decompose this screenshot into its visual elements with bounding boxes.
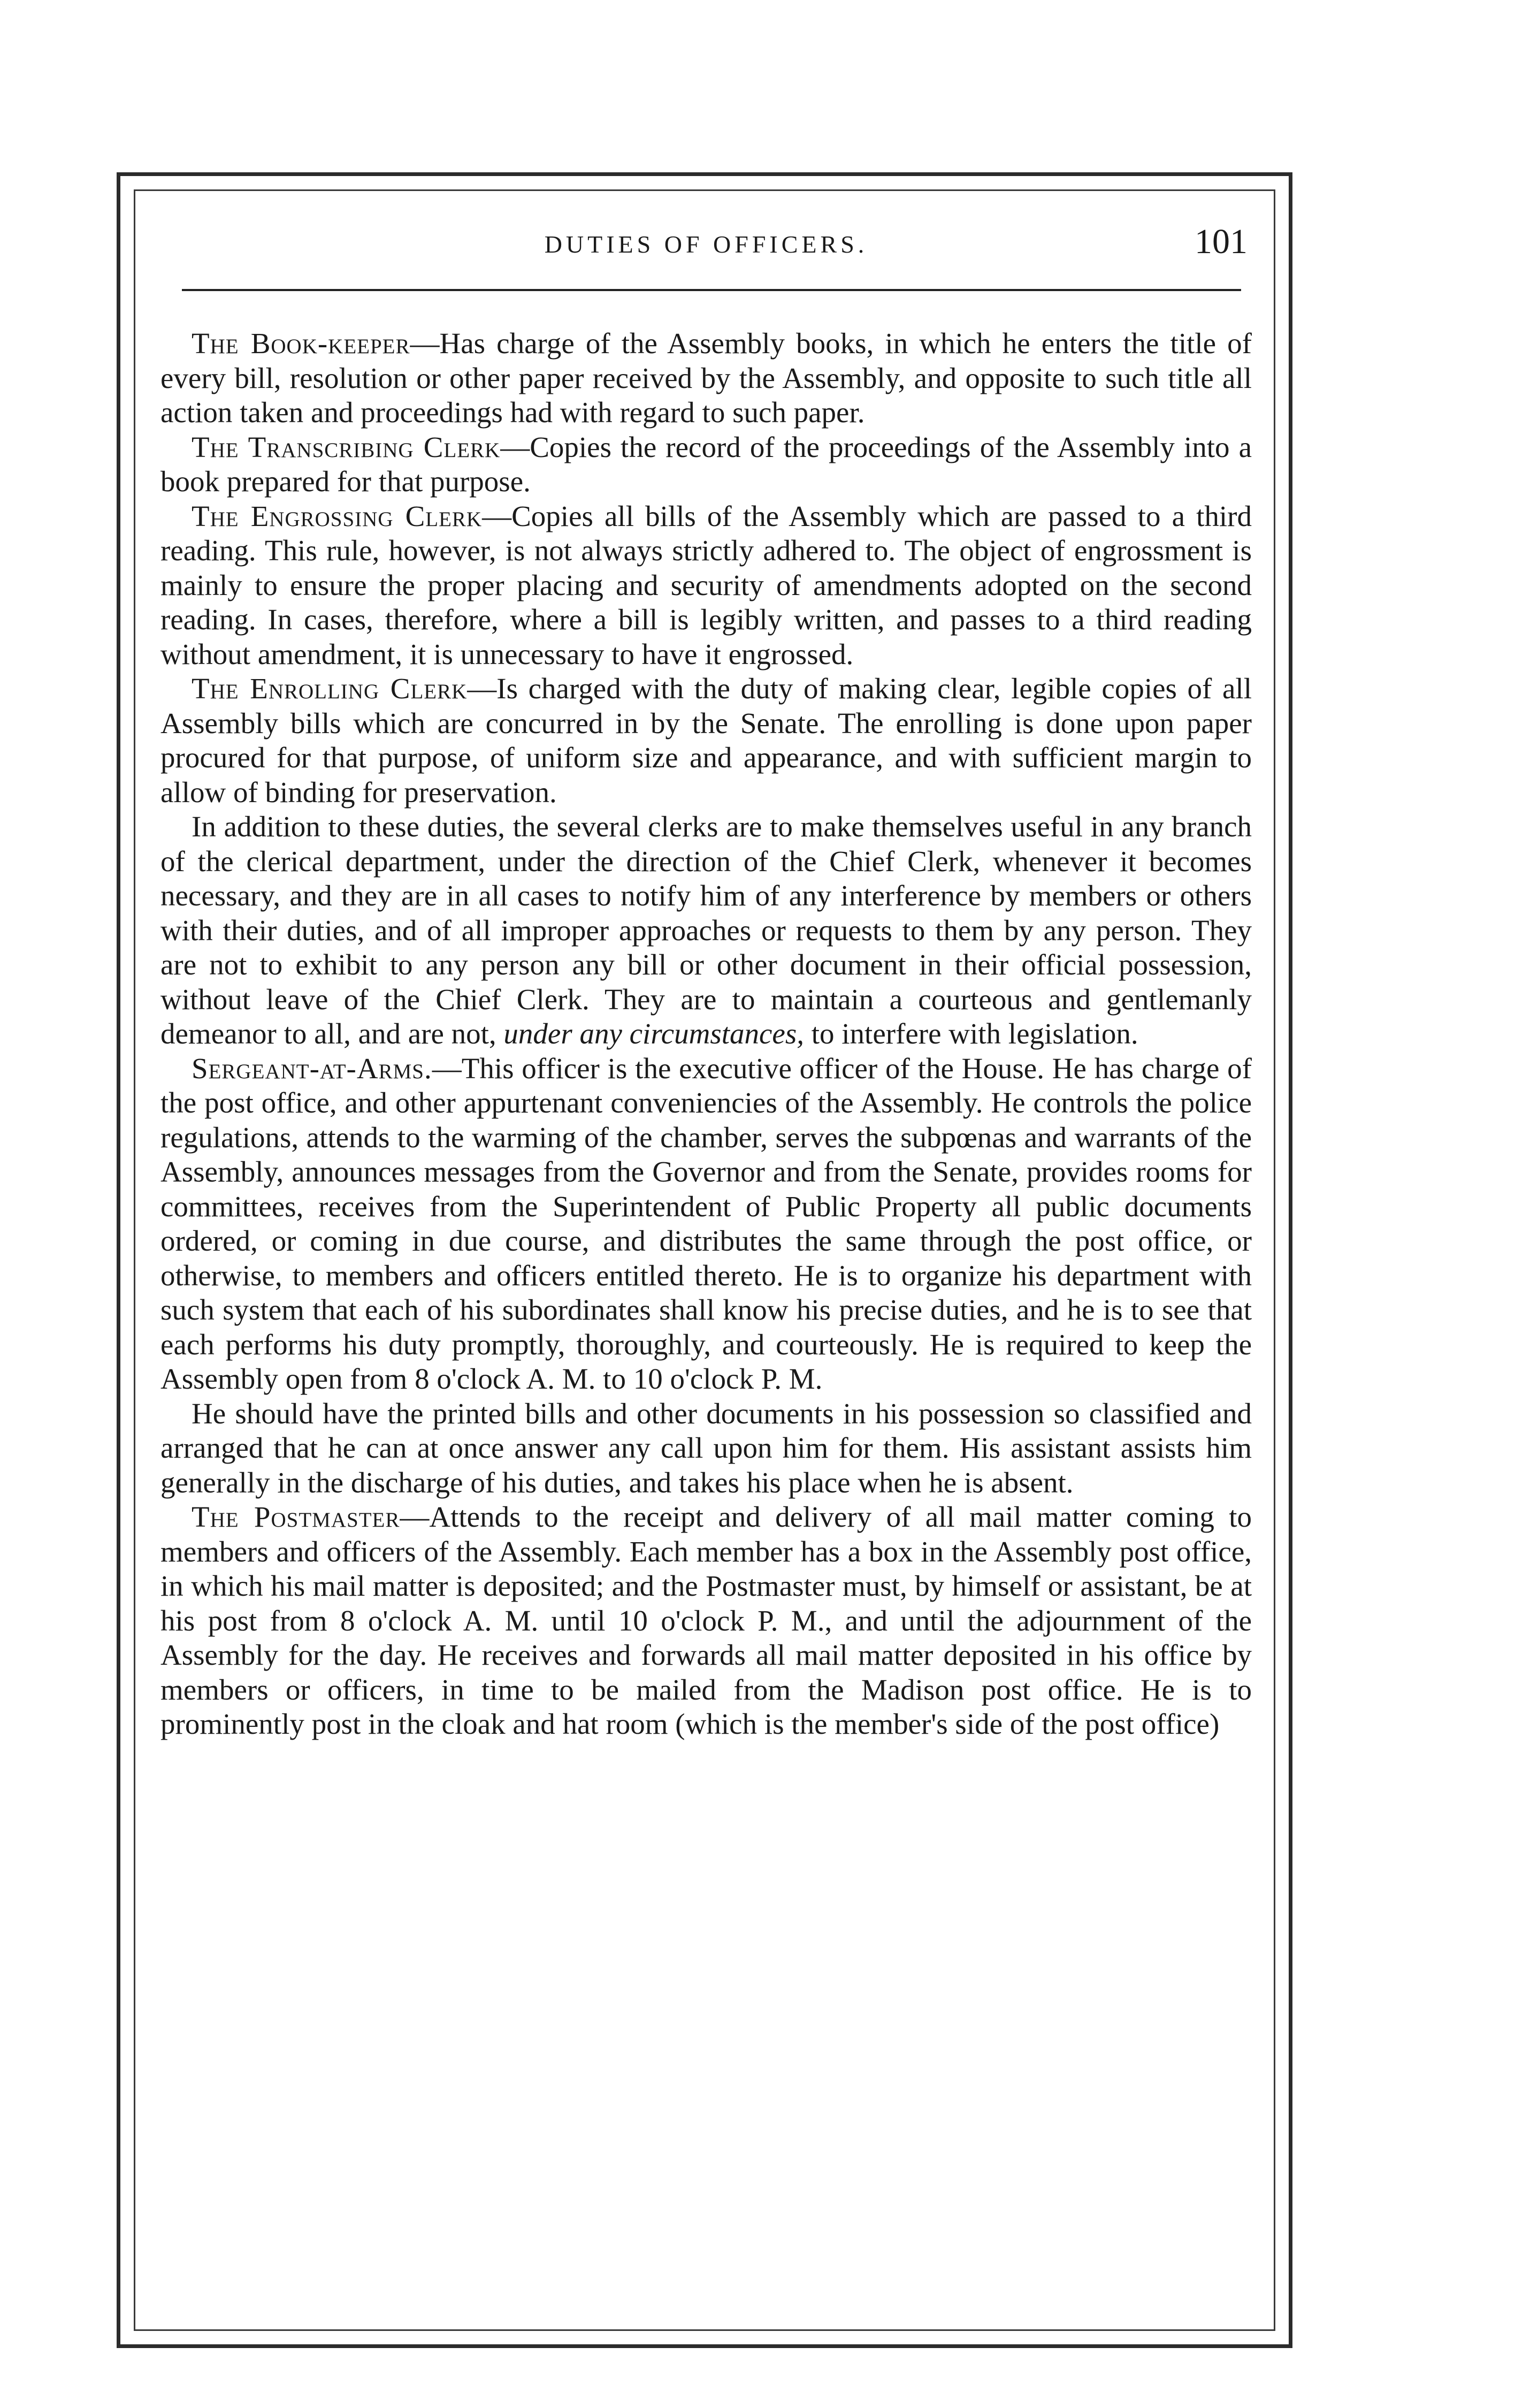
header-rule bbox=[182, 289, 1241, 291]
body-text bbox=[160, 326, 1252, 1742]
heading-engrossing-clerk: The Engrossing Clerk bbox=[192, 499, 483, 532]
page-number: 101 bbox=[1195, 222, 1248, 261]
text-transcribing-clerk: —Copies the record of the proceedings of the Assembly into a book prepared for that purpose. bbox=[160, 430, 1252, 498]
paragraph-sergeant-at-arms bbox=[160, 1051, 1252, 1397]
text-book-keeper: —Has charge of the Assembly books, in which he enters the title of every bill, resolution or other paper received by the Assembly, and opposite to such title all action taken and proceedings had with regard to such paper. bbox=[160, 327, 1252, 429]
heading-enrolling-clerk: The Enrolling Clerk bbox=[192, 672, 468, 705]
paragraph-postmaster bbox=[160, 1500, 1252, 1742]
running-title: DUTIES OF OFFICERS. bbox=[544, 231, 868, 258]
text-enrolling-clerk: —Is charged with the duty of making clear, legible copies of all Assembly bills which are concurred in by the Senate. The enrolling is done upon paper procured for that purpose, of uniform size and appearance, and with sufficient margin to allow of binding for preservation. bbox=[160, 672, 1252, 809]
paragraph-engrossing-clerk bbox=[160, 499, 1252, 672]
paragraph-enrolling-clerk bbox=[160, 672, 1252, 810]
paragraph-clerks-general bbox=[160, 810, 1252, 1051]
heading-transcribing-clerk: The Transcribing Clerk bbox=[192, 430, 501, 463]
text-clerks-general-after: to interfere with legislation. bbox=[804, 1017, 1138, 1050]
page-header bbox=[160, 214, 1252, 278]
paragraph-transcribing-clerk bbox=[160, 430, 1252, 499]
text-postmaster: —Attends to the receipt and delivery of all mail matter coming to members and officers of the Assembly. Each member has a box in the Assembly post office, in which his mail matter is deposited; and the Postmaster must, by himself or assistant, be at his post from 8 o'clock A. M. until 10 o'clock P. M., and until the adjournment of the Assembly for the day. He receives and forwards all mail matter deposited in his office by members or officers, in time to be mailed from the Madison post office. He is to prominently post in the cloak and hat room (which is the member's side of the post office) bbox=[160, 1500, 1252, 1740]
paragraph-sergeant-assistant bbox=[160, 1397, 1252, 1500]
text-sergeant-at-arms: —This officer is the executive officer of the House. He has charge of the post office, and other appurtenant conveniencies of the Assembly. He controls the police regulations, attends to the warming of the chamber, serves the subpœnas and warrants of the Assembly, announces messages from the Governor and from the Senate, provides rooms for committees, receives from the Superintendent of Public Property all public documents ordered, or coming in due course, and distributes the same through the post office, or otherwise, to members and officers entitled thereto. He is to organize his department with such system that each of his subordinates shall know his precise duties, and he is to see that each performs his duty promptly, thoroughly, and courteously. He is required to keep the Assembly open from 8 o'clock A. M. to 10 o'clock P. M. bbox=[160, 1051, 1252, 1395]
text-clerks-general-before: In addition to these duties, the several clerks are to make themselves useful in any branch of the clerical department, under the direction of the Chief Clerk, whenever it becomes necessary, and they are in all cases to notify him of any interference by members or others with their duties, and of all improper approaches or requests to them by any person. They are not to exhibit to any person any bill or other document in their official possession, without leave of the Chief Clerk. They are to maintain a courteous and gentlemanly demeanor to all, and are not, bbox=[160, 810, 1252, 1050]
heading-postmaster: The Postmaster bbox=[192, 1500, 400, 1533]
heading-sergeant-at-arms: Sergeant-at-Arms. bbox=[192, 1051, 432, 1085]
paragraph-book-keeper bbox=[160, 326, 1252, 430]
text-engrossing-clerk: —Copies all bills of the Assembly which are passed to a third reading. This rule, however, is not always strictly adhered to. The object of engrossment is mainly to ensure the proper placing and security of amendments adopted on the second reading. In cases, therefore, where a bill is legibly written, and passes to a third reading without amendment, it is unnecessary to have it engrossed. bbox=[160, 499, 1252, 670]
heading-book-keeper: The Book-keeper bbox=[192, 327, 410, 360]
text-clerks-general-emphasis: under any circumstances, bbox=[503, 1017, 804, 1050]
text-sergeant-assistant: He should have the printed bills and other documents in his possession so classified and arranged that he can at once answer any call upon him for them. His assistant assists him generally in the discharge of his duties, and takes his place when he is absent. bbox=[160, 1397, 1252, 1499]
